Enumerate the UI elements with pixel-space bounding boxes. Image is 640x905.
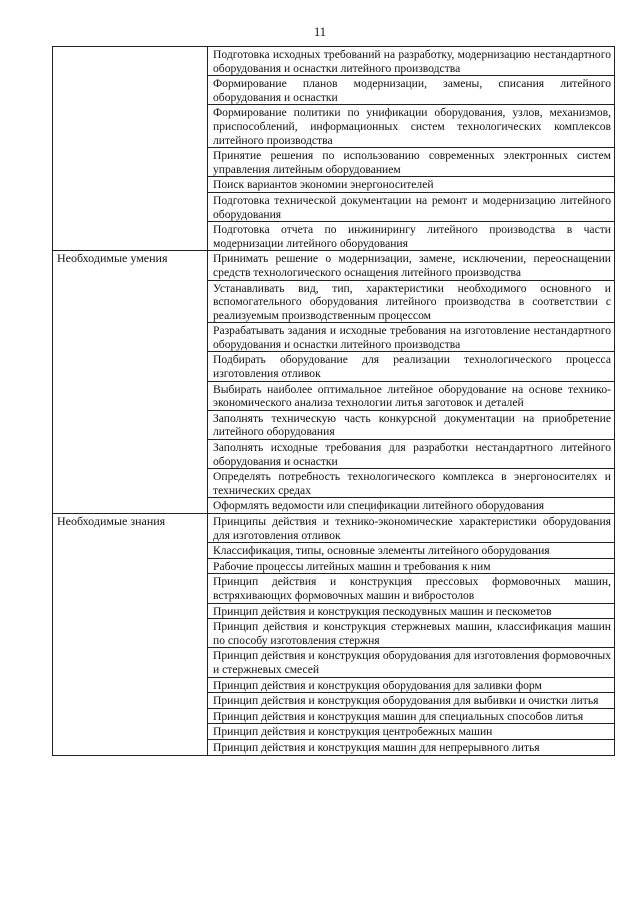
- section-row: [53, 251, 615, 514]
- requirement-item: Принцип действия и конструкция пескодувных машин и пескометов: [208, 604, 614, 620]
- requirement-item: Выбирать наиболее оптимальное литейное оборудование на основе технико-экономического анализа технологии литья заготовок и деталей: [208, 382, 614, 411]
- requirement-item: Принцип действия и конструкция машин для непрерывного литья: [213, 740, 540, 754]
- section-label: Необходимые умения: [53, 251, 208, 514]
- requirement-item: Подбирать оборудование для реализации технологического процесса изготовления отливок: [208, 352, 614, 381]
- requirement-item: Принцип действия и конструкция оборудования для выбивки и очистки литья: [208, 693, 614, 709]
- requirement-item: Оформлять ведомости или спецификации литейного оборудования: [213, 499, 545, 513]
- requirements-table: [52, 46, 615, 756]
- requirement-item: Заполнять техническую часть конкурсной документации на приобретение литейного оборудования: [208, 411, 614, 440]
- requirement-item: Рабочие процессы литейных машин и требования к ним: [208, 559, 614, 575]
- requirement-item: Классификация, типы, основные элементы литейного оборудования: [208, 543, 614, 559]
- requirement-item: Разрабатывать задания и исходные требования на изготовление нестандартного оборудования и оснастки литейного производства: [208, 323, 614, 352]
- section-items: [208, 514, 615, 756]
- requirement-item: Устанавливать вид, тип, характеристики необходимого основного и вспомогательного оборудования литейного производства в соответствии с реализуемым производственным процессом: [208, 281, 614, 324]
- requirement-item: Принимать решение о модернизации, замене, исключении, переоснащении средств технологического оснащения литейного производства: [208, 251, 614, 280]
- requirement-item: Подготовка отчета по инжинирингу литейного производства в части модернизации литейного оборудования: [213, 223, 611, 250]
- requirement-item: Принятие решения по использованию современных электронных систем управления литейным оборудованием: [208, 148, 614, 177]
- requirement-item: Принципы действия и технико-экономические характеристики оборудования для изготовления отливок: [208, 514, 614, 543]
- requirement-item: Принцип действия и конструкция оборудования для изготовления формовочных и стержневых смесей: [208, 648, 614, 677]
- requirement-item: Принцип действия и конструкция центробежных машин: [208, 724, 614, 740]
- requirement-item: Заполнять исходные требования для разработки нестандартного литейного оборудования и оснастки: [208, 440, 614, 469]
- section-label: [53, 47, 208, 251]
- requirement-item: Формирование планов модернизации, замены, списания литейного оборудования и оснастки: [208, 76, 614, 105]
- requirement-item: Принцип действия и конструкция стержневых машин, классификация машин по способу изготовления стержня: [208, 619, 614, 648]
- requirement-item: Принцип действия и конструкция машин для специальных способов литья: [208, 709, 614, 725]
- requirement-item: Поиск вариантов экономии энергоносителей: [208, 177, 614, 193]
- section-row: [53, 47, 615, 251]
- section-row: [53, 514, 615, 756]
- requirement-item: Формирование политики по унификации оборудования, узлов, механизмов, приспособлений, информационных систем технологических комплексов литейного производства: [208, 105, 614, 148]
- section-items: [208, 47, 615, 251]
- page-number: 11: [313, 25, 327, 39]
- requirement-item: Определять потребность технологического комплекса в энергоносителях и технических средах: [208, 469, 614, 498]
- section-items: [208, 251, 615, 514]
- requirement-item: Подготовка технической документации на ремонт и модернизацию литейного оборудования: [208, 193, 614, 222]
- requirement-item: Принцип действия и конструкция оборудования для заливки форм: [208, 678, 614, 694]
- requirement-item: Принцип действия и конструкция прессовых формовочных машин, встряхивающих формовочных машин и вибростолов: [208, 574, 614, 603]
- section-label: Необходимые знания: [53, 514, 208, 756]
- requirement-item: Подготовка исходных требований на разработку, модернизацию нестандартного оборудования и оснастки литейного производства: [208, 47, 614, 76]
